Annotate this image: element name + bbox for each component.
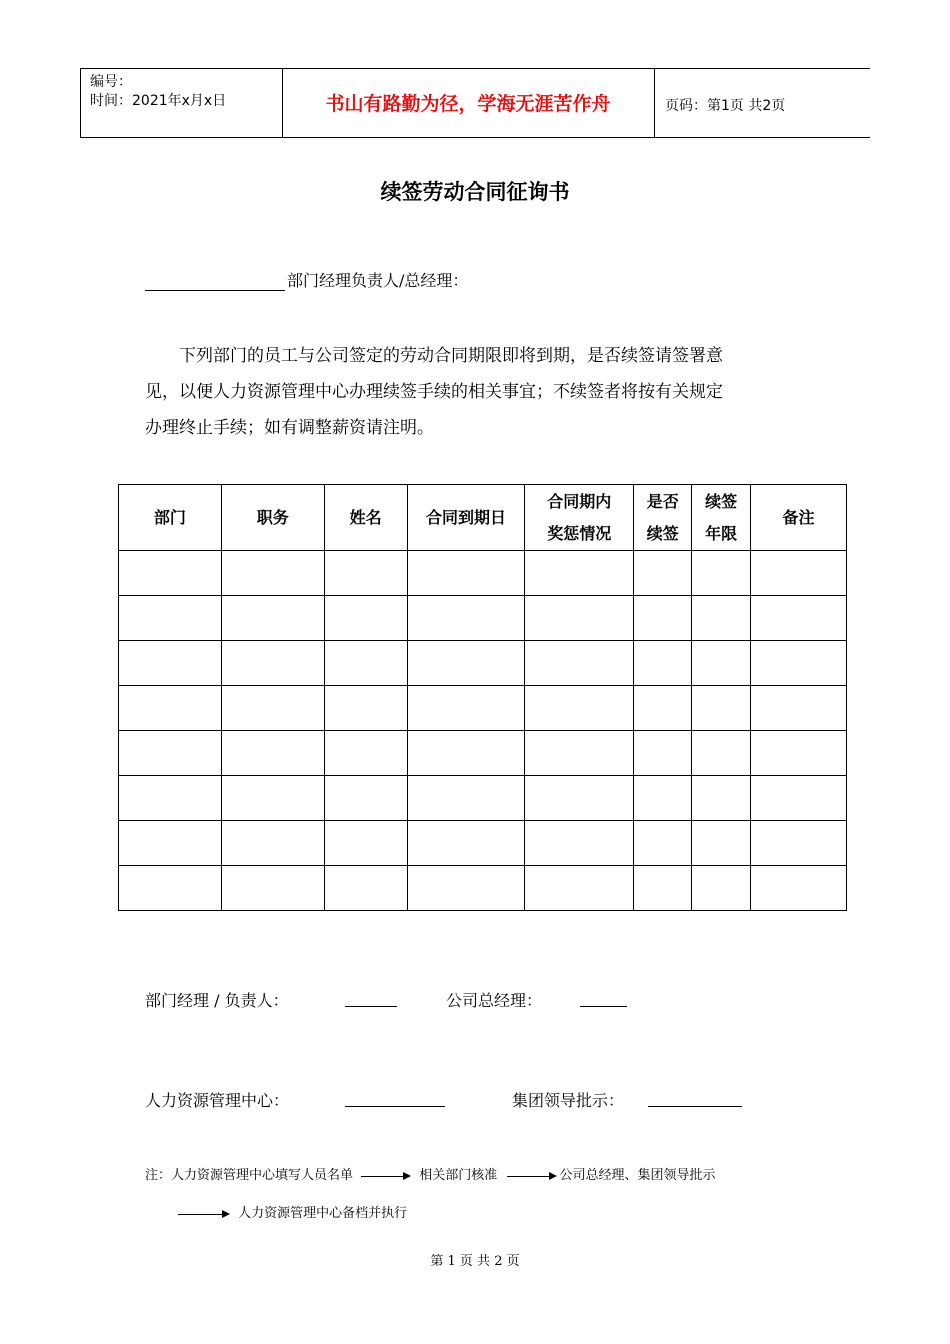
- table-cell[interactable]: [692, 641, 751, 686]
- table-cell[interactable]: [634, 641, 692, 686]
- paragraph-line: 下列部门的员工与公司签定的劳动合同期限即将到期，是否续签请签署意: [179, 346, 723, 366]
- table-cell[interactable]: [525, 551, 634, 596]
- table-cell[interactable]: [692, 686, 751, 731]
- table-cell[interactable]: [525, 641, 634, 686]
- table-cell[interactable]: [324, 596, 407, 641]
- table-row: [119, 551, 847, 596]
- table-cell[interactable]: [751, 551, 847, 596]
- table-cell[interactable]: [407, 596, 525, 641]
- table-cell[interactable]: [634, 731, 692, 776]
- document-number-label: 编号：: [90, 74, 132, 90]
- table-cell[interactable]: [119, 551, 222, 596]
- table-row: [119, 641, 847, 686]
- table-cell[interactable]: [634, 776, 692, 821]
- group-leader-signature: [512, 1088, 624, 1111]
- table-cell[interactable]: [119, 866, 222, 911]
- table-cell[interactable]: [407, 821, 525, 866]
- dept-manager-signature-line[interactable]: [345, 990, 397, 1007]
- table-cell[interactable]: [751, 776, 847, 821]
- group-leader-label: 集团领导批示：: [512, 1091, 625, 1110]
- table-row: [119, 776, 847, 821]
- process-note-continued: [178, 1202, 407, 1221]
- hr-center-label: 人力资源管理中心：: [145, 1091, 290, 1110]
- table-cell[interactable]: [221, 686, 324, 731]
- table-row: [119, 821, 847, 866]
- table-cell[interactable]: [751, 821, 847, 866]
- table-cell[interactable]: [525, 731, 634, 776]
- table-cell[interactable]: [221, 821, 324, 866]
- table-cell[interactable]: [119, 821, 222, 866]
- document-title: 续签劳动合同征询书: [380, 180, 570, 204]
- table-cell[interactable]: [634, 551, 692, 596]
- table-cell[interactable]: [751, 641, 847, 686]
- table-cell[interactable]: [751, 731, 847, 776]
- table-cell[interactable]: [221, 776, 324, 821]
- group-leader-signature-line[interactable]: [648, 1090, 742, 1107]
- general-manager-label: 公司总经理：: [446, 991, 543, 1010]
- general-manager-signature-line[interactable]: [580, 990, 627, 1007]
- table-cell[interactable]: [407, 731, 525, 776]
- table-cell[interactable]: [692, 776, 751, 821]
- table-cell[interactable]: [119, 596, 222, 641]
- paragraph-line: 见，以便人力资源管理中心办理续签手续的相关事宜；不续签者将按有关规定: [145, 382, 723, 402]
- header-motto: 书山有路勤为径，学海无涯苦作舟: [325, 93, 611, 115]
- table-cell[interactable]: [407, 866, 525, 911]
- dept-manager-label: 部门经理 / 负责人：: [145, 991, 289, 1010]
- table-cell[interactable]: [324, 821, 407, 866]
- addressee-line: [145, 268, 468, 291]
- note-step-1: 注：人力资源管理中心填写人员名单: [145, 1168, 354, 1183]
- table-cell[interactable]: [525, 776, 634, 821]
- table-cell[interactable]: [407, 686, 525, 731]
- table-cell[interactable]: [525, 821, 634, 866]
- column-header: 职务: [221, 485, 324, 551]
- column-header: 续签 年限: [692, 485, 751, 551]
- note-step-4: 人力资源管理中心备档并执行: [238, 1206, 408, 1221]
- table-cell[interactable]: [692, 731, 751, 776]
- table-cell[interactable]: [407, 551, 525, 596]
- arrow-right-icon: [361, 1171, 411, 1181]
- table-header-row: [119, 485, 847, 551]
- table-cell[interactable]: [525, 866, 634, 911]
- table-cell[interactable]: [221, 866, 324, 911]
- paragraph-line: 办理终止手续；如有调整薪资请注明。: [145, 418, 434, 438]
- column-header: 合同到期日: [407, 485, 525, 551]
- table-cell[interactable]: [119, 731, 222, 776]
- table-cell[interactable]: [692, 596, 751, 641]
- table-cell[interactable]: [407, 776, 525, 821]
- general-manager-signature: [446, 988, 542, 1011]
- document-time-label: 时间：2021年x月x日: [90, 93, 227, 109]
- table-row: [119, 731, 847, 776]
- table-cell[interactable]: [634, 596, 692, 641]
- page-header: [80, 68, 870, 138]
- table-cell[interactable]: [221, 596, 324, 641]
- table-cell[interactable]: [221, 731, 324, 776]
- table-cell[interactable]: [324, 776, 407, 821]
- table-row: [119, 596, 847, 641]
- table-cell[interactable]: [221, 641, 324, 686]
- column-header: 合同期内 奖惩情况: [525, 485, 634, 551]
- column-header: 姓名: [324, 485, 407, 551]
- table-cell[interactable]: [634, 821, 692, 866]
- column-header: 部门: [119, 485, 222, 551]
- table-cell[interactable]: [324, 641, 407, 686]
- column-header: 是否 续签: [634, 485, 692, 551]
- body-paragraph: [145, 338, 815, 446]
- column-header: 备注: [751, 485, 847, 551]
- header-page-info: 页码：第1页 共2页: [665, 98, 786, 114]
- process-note: [145, 1164, 715, 1183]
- table-cell[interactable]: [692, 551, 751, 596]
- addressee-blank[interactable]: [145, 272, 285, 291]
- table-cell[interactable]: [525, 686, 634, 731]
- table-cell[interactable]: [119, 686, 222, 731]
- table-cell[interactable]: [119, 641, 222, 686]
- renewal-table: [118, 484, 847, 911]
- table-cell[interactable]: [692, 866, 751, 911]
- table-cell[interactable]: [634, 866, 692, 911]
- table-cell[interactable]: [634, 686, 692, 731]
- table-cell[interactable]: [119, 776, 222, 821]
- arrow-right-icon: [507, 1171, 557, 1181]
- table-cell[interactable]: [324, 866, 407, 911]
- hr-center-signature-line[interactable]: [345, 1090, 445, 1107]
- hr-center-signature: [145, 1088, 289, 1111]
- note-step-2: 相关部门核准: [419, 1168, 498, 1183]
- table-cell[interactable]: [692, 821, 751, 866]
- table-cell[interactable]: [407, 641, 525, 686]
- table-cell[interactable]: [221, 551, 324, 596]
- table-cell[interactable]: [324, 731, 407, 776]
- table-row: [119, 866, 847, 911]
- note-step-3: 公司总经理、集团领导批示: [559, 1168, 716, 1183]
- table-cell[interactable]: [751, 686, 847, 731]
- table-cell[interactable]: [525, 596, 634, 641]
- table-cell[interactable]: [751, 866, 847, 911]
- addressee-text: 部门经理负责人/总经理：: [287, 271, 469, 290]
- table-row: [119, 686, 847, 731]
- table-cell[interactable]: [751, 596, 847, 641]
- page-footer: 第 1 页 共 2 页: [430, 1254, 520, 1269]
- table-cell[interactable]: [324, 686, 407, 731]
- arrow-right-icon: [178, 1209, 230, 1219]
- dept-manager-signature: [145, 988, 289, 1011]
- table-cell[interactable]: [324, 551, 407, 596]
